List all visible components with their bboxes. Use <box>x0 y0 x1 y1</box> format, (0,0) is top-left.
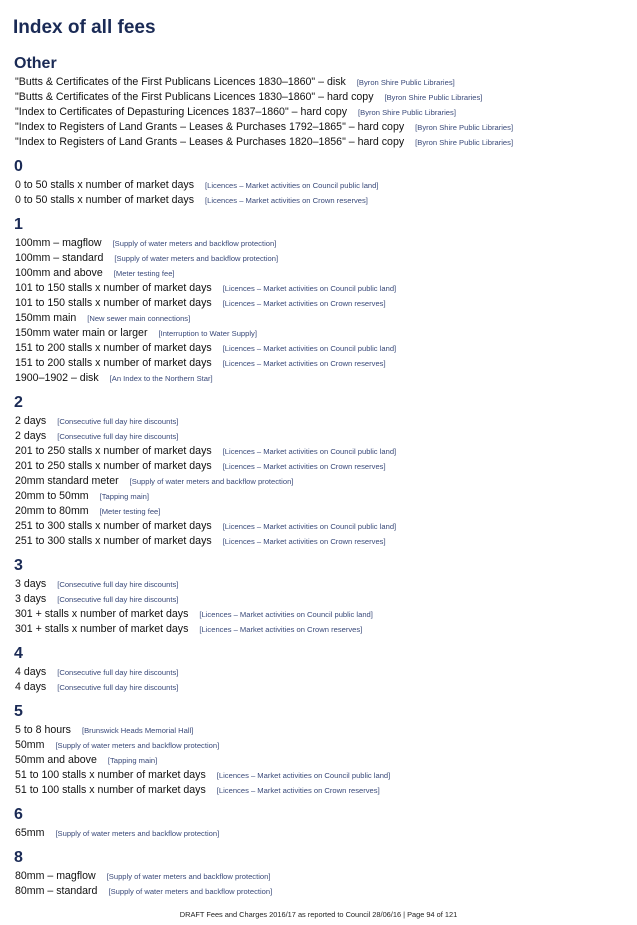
entry-text: "Index to Registers of Land Grants – Leases & Purchases 1820–1856" – hard copy <box>15 136 405 148</box>
entry-reference: [Supply of water meters and backflow protection] <box>108 887 273 896</box>
index-entry <box>15 356 628 371</box>
entry-text: "Index to Registers of Land Grants – Leases & Purchases 1792–1865" – hard copy <box>15 121 405 133</box>
index-entry <box>15 311 628 326</box>
entry-text: 150mm water main or larger <box>15 327 148 339</box>
entry-reference: [Consecutive full day hire discounts] <box>57 683 179 692</box>
index-entry <box>15 414 628 429</box>
entry-text: 80mm – standard <box>15 885 98 897</box>
index-entry <box>15 753 628 768</box>
index-entry <box>15 519 628 534</box>
entry-text: 20mm standard meter <box>15 475 119 487</box>
index-entry <box>15 326 628 341</box>
entry-text: 100mm and above <box>15 267 103 279</box>
entry-text: "Butts & Certificates of the First Publicans Licences 1830–1860" – hard copy <box>15 91 374 103</box>
entry-text: "Index to Certificates of Depasturing Licences 1837–1860" – hard copy <box>15 106 348 118</box>
entry-reference: [Byron Shire Public Libraries] <box>415 123 514 132</box>
entry-text: 100mm – standard <box>15 252 104 264</box>
entry-text: 20mm to 80mm <box>15 505 89 517</box>
document-page <box>13 16 628 906</box>
entry-reference: [Licences – Market activities on Council public land] <box>199 610 373 619</box>
entry-text: 4 days <box>15 681 47 693</box>
entry-text: 4 days <box>15 666 47 678</box>
index-entry <box>15 474 628 489</box>
index-entry <box>15 665 628 680</box>
section-heading: 2 <box>14 394 23 411</box>
entry-reference: [Supply of water meters and backflow protection] <box>112 239 277 248</box>
entry-reference: [Byron Shire Public Libraries] <box>384 93 483 102</box>
index-entry <box>15 341 628 356</box>
index-entry <box>15 90 628 105</box>
entry-reference: [Licences – Market activities on Crown reserves] <box>199 625 363 634</box>
index-section <box>13 848 628 899</box>
index-entry <box>15 459 628 474</box>
entry-text: "Butts & Certificates of the First Publicans Licences 1830–1860" – disk <box>15 76 346 88</box>
entry-reference: [An Index to the Northern Star] <box>109 374 213 383</box>
entry-reference: [Licences – Market activities on Council public land] <box>222 284 397 293</box>
entry-text: 5 to 8 hours <box>15 724 71 736</box>
entry-reference: [Consecutive full day hire discounts] <box>57 580 179 589</box>
entry-reference: [Interruption to Water Supply] <box>158 329 257 338</box>
entry-reference: [Consecutive full day hire discounts] <box>57 668 179 677</box>
entry-text: 101 to 150 stalls x number of market days <box>15 282 212 294</box>
entry-reference: [Licences – Market activities on Crown reserves] <box>222 299 386 308</box>
entry-reference: [Meter testing fee] <box>113 269 175 278</box>
section-heading: 6 <box>14 806 23 823</box>
entry-text: 251 to 300 stalls x number of market days <box>15 535 212 547</box>
section-heading: 0 <box>14 158 23 175</box>
index-entry <box>15 723 628 738</box>
section-heading: 8 <box>14 849 23 866</box>
entry-reference: [Licences – Market activities on Council public land] <box>222 447 397 456</box>
index-entry <box>15 489 628 504</box>
entry-reference: [Supply of water meters and backflow protection] <box>55 741 220 750</box>
entry-reference: [Licences – Market activities on Crown reserves] <box>222 359 386 368</box>
entry-reference: [Licences – Market activities on Crown reserves] <box>216 786 380 795</box>
entry-text: 80mm – magflow <box>15 870 96 882</box>
entry-text: 0 to 50 stalls x number of market days <box>15 194 194 206</box>
entry-text: 51 to 100 stalls x number of market days <box>15 784 206 796</box>
entry-text: 151 to 200 stalls x number of market days <box>15 357 212 369</box>
entry-text: 150mm main <box>15 312 77 324</box>
entry-text: 151 to 200 stalls x number of market days <box>15 342 212 354</box>
index-entry <box>15 607 628 622</box>
section-heading: 4 <box>14 645 23 662</box>
index-entry <box>15 577 628 592</box>
entry-reference: [Supply of water meters and backflow protection] <box>55 829 220 838</box>
index-entry <box>15 680 628 695</box>
index-entry <box>15 534 628 549</box>
fee-index <box>13 54 628 899</box>
entry-text: 2 days <box>15 415 47 427</box>
index-entry <box>15 444 628 459</box>
entry-reference: [Licences – Market activities on Council public land] <box>216 771 391 780</box>
entry-text: 301 + stalls x number of market days <box>15 608 189 620</box>
entry-reference: [Licences – Market activities on Crown reserves] <box>205 196 368 205</box>
entry-text: 50mm <box>15 739 45 751</box>
index-entry <box>15 266 628 281</box>
index-entry <box>15 884 628 899</box>
index-entry <box>15 120 628 135</box>
index-section <box>13 805 628 841</box>
entry-text: 1900–1902 – disk <box>15 372 99 384</box>
entry-text: 201 to 250 stalls x number of market days <box>15 445 212 457</box>
entry-text: 2 days <box>15 430 47 442</box>
entry-reference: [New sewer main connections] <box>87 314 191 323</box>
entry-reference: [Tapping main] <box>107 756 158 765</box>
entry-reference: [Brunswick Heads Memorial Hall] <box>81 726 194 735</box>
index-entry <box>15 504 628 519</box>
index-section <box>13 54 628 150</box>
entry-reference: [Meter testing fee] <box>99 507 161 516</box>
index-entry <box>15 236 628 251</box>
entry-text: 3 days <box>15 578 47 590</box>
entry-reference: [Licences – Market activities on Crown reserves] <box>222 537 386 546</box>
index-entry <box>15 622 628 637</box>
entry-text: 65mm <box>15 827 45 839</box>
entry-text: 251 to 300 stalls x number of market days <box>15 520 212 532</box>
index-entry <box>15 281 628 296</box>
entry-reference: [Byron Shire Public Libraries] <box>358 108 456 117</box>
entry-text: 0 to 50 stalls x number of market days <box>15 179 194 191</box>
entry-text: 51 to 100 stalls x number of market days <box>15 769 206 781</box>
index-entry <box>15 75 628 90</box>
entry-reference: [Licences – Market activities on Council public land] <box>205 181 379 190</box>
index-entry <box>15 105 628 120</box>
index-entry <box>15 869 628 884</box>
entry-reference: [Consecutive full day hire discounts] <box>57 417 179 426</box>
entry-reference: [Supply of water meters and backflow protection] <box>106 872 271 881</box>
entry-reference: [Supply of water meters and backflow protection] <box>129 477 294 486</box>
index-section <box>13 157 628 208</box>
entry-text: 50mm and above <box>15 754 97 766</box>
index-section <box>13 644 628 695</box>
entry-reference: [Supply of water meters and backflow protection] <box>114 254 279 263</box>
entry-text: 201 to 250 stalls x number of market days <box>15 460 212 472</box>
index-entry <box>15 296 628 311</box>
index-entry <box>15 768 628 783</box>
entry-text: 101 to 150 stalls x number of market days <box>15 297 212 309</box>
entry-text: 100mm – magflow <box>15 237 102 249</box>
entry-reference: [Byron Shire Public Libraries] <box>356 78 455 87</box>
entry-text: 301 + stalls x number of market days <box>15 623 189 635</box>
section-heading: Other <box>14 55 57 72</box>
index-section <box>13 215 628 386</box>
section-heading: 5 <box>14 703 23 720</box>
entry-reference: [Consecutive full day hire discounts] <box>57 432 179 441</box>
index-entry <box>15 592 628 607</box>
index-section <box>13 702 628 798</box>
index-entry <box>15 178 628 193</box>
index-entry <box>15 738 628 753</box>
index-entry <box>15 783 628 798</box>
section-heading: 3 <box>14 557 23 574</box>
page-title: Index of all fees <box>13 17 156 38</box>
entry-reference: [Licences – Market activities on Council public land] <box>222 344 397 353</box>
index-section <box>13 556 628 637</box>
entry-reference: [Byron Shire Public Libraries] <box>415 138 514 147</box>
entry-reference: [Licences – Market activities on Council public land] <box>222 522 397 531</box>
entry-text: 20mm to 50mm <box>15 490 89 502</box>
index-section <box>13 393 628 549</box>
index-entry <box>15 193 628 208</box>
entry-text: 3 days <box>15 593 47 605</box>
index-entry <box>15 371 628 386</box>
section-heading: 1 <box>14 216 23 233</box>
index-entry <box>15 251 628 266</box>
page-footer: DRAFT Fees and Charges 2016/17 as reported to Council 28/06/16 | Page 94 of 121 <box>179 910 458 919</box>
entry-reference: [Tapping main] <box>99 492 149 501</box>
entry-reference: [Consecutive full day hire discounts] <box>57 595 179 604</box>
index-entry <box>15 826 628 841</box>
index-entry <box>15 429 628 444</box>
index-entry <box>15 135 628 150</box>
entry-reference: [Licences – Market activities on Crown reserves] <box>222 462 386 471</box>
